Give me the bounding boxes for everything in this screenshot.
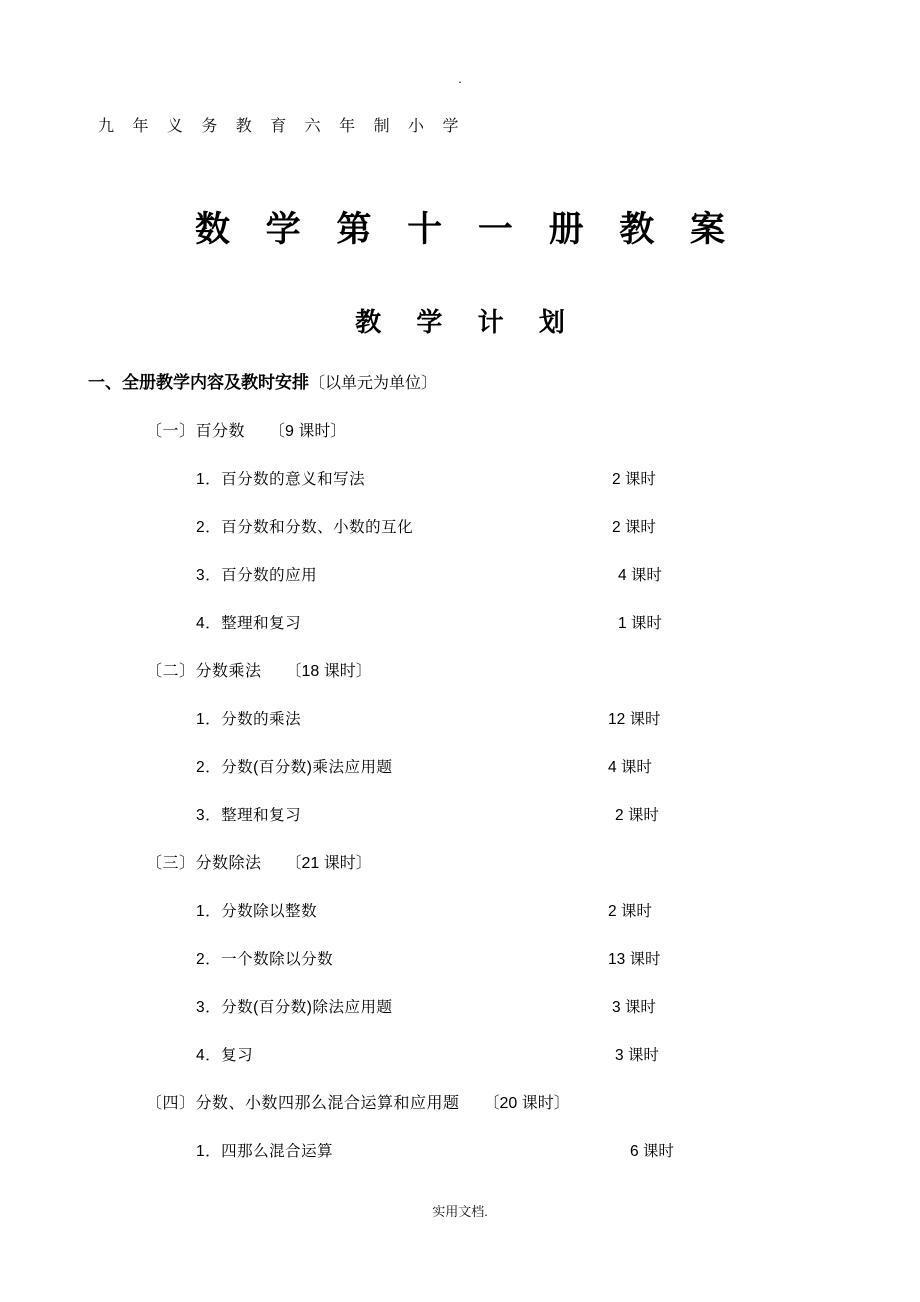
section-heading-text: 一、全册教学内容及教时安排 bbox=[88, 373, 309, 392]
unit-hours: 〔20 课时〕 bbox=[483, 1095, 570, 1112]
unit-name: 〔三〕分数除法 bbox=[146, 855, 262, 872]
lesson-label: 4．整理和复习 bbox=[196, 615, 302, 632]
lesson-row bbox=[0, 888, 920, 936]
lesson-label: 3．整理和复习 bbox=[196, 807, 302, 824]
lesson-label: 1．百分数的意义和写法 bbox=[196, 471, 366, 488]
outline-content bbox=[0, 408, 920, 1176]
unit-name: 〔四〕分数、小数四那么混合运算和应用题 bbox=[146, 1095, 460, 1112]
lesson-label: 1．分数除以整数 bbox=[196, 903, 318, 920]
lesson-label: 1．四那么混合运算 bbox=[196, 1143, 334, 1160]
section-heading bbox=[88, 368, 437, 393]
lesson-hours: 3 课时 bbox=[615, 1047, 659, 1064]
lesson-hours: 2 课时 bbox=[612, 519, 656, 536]
unit-title bbox=[0, 408, 920, 456]
unit-hours: 〔21 课时〕 bbox=[285, 855, 372, 872]
lesson-row bbox=[0, 600, 920, 648]
document-header-line: 九 年 义 务 教 育 六 年 制 小 学 bbox=[98, 118, 466, 135]
lesson-hours: 2 课时 bbox=[615, 807, 659, 824]
lesson-hours: 13 课时 bbox=[608, 951, 661, 968]
lesson-hours: 4 课时 bbox=[608, 759, 652, 776]
unit-title bbox=[0, 1080, 920, 1128]
lesson-hours: 6 课时 bbox=[630, 1143, 674, 1160]
unit-title bbox=[0, 840, 920, 888]
page-subtitle: 教 学 计 划 bbox=[355, 307, 579, 337]
lesson-hours: 12 课时 bbox=[608, 711, 661, 728]
lesson-row bbox=[0, 1128, 920, 1176]
lesson-row bbox=[0, 984, 920, 1032]
lesson-row bbox=[0, 456, 920, 504]
unit-title bbox=[0, 648, 920, 696]
unit-name: 〔二〕分数乘法 bbox=[146, 663, 262, 680]
lesson-hours: 2 课时 bbox=[608, 903, 652, 920]
lesson-row bbox=[0, 1032, 920, 1080]
lesson-row bbox=[0, 696, 920, 744]
page-title: 数 学 第 十 一 册 教 案 bbox=[194, 210, 739, 249]
lesson-row bbox=[0, 744, 920, 792]
lesson-label: 2．百分数和分数、小数的互化 bbox=[196, 519, 414, 536]
lesson-label: 3．分数(百分数)除法应用题 bbox=[196, 999, 393, 1016]
lesson-label: 1．分数的乘法 bbox=[196, 711, 302, 728]
unit-hours: 〔9 课时〕 bbox=[269, 423, 347, 440]
unit-hours: 〔18 课时〕 bbox=[285, 663, 372, 680]
lesson-row bbox=[0, 504, 920, 552]
lesson-label: 2．一个数除以分数 bbox=[196, 951, 334, 968]
lesson-hours: 1 课时 bbox=[618, 615, 662, 632]
lesson-row bbox=[0, 936, 920, 984]
lesson-hours: 2 课时 bbox=[612, 471, 656, 488]
lesson-label: 3．百分数的应用 bbox=[196, 567, 318, 584]
section-heading-note: 〔以单元为单位〕 bbox=[309, 375, 438, 392]
page-top-mark: . bbox=[458, 71, 462, 86]
lesson-row bbox=[0, 792, 920, 840]
lesson-hours: 4 课时 bbox=[618, 567, 662, 584]
page-footer: 实用文档. bbox=[432, 1204, 488, 1219]
unit-name: 〔一〕百分数 bbox=[146, 423, 246, 440]
lesson-row bbox=[0, 552, 920, 600]
lesson-hours: 3 课时 bbox=[612, 999, 656, 1016]
lesson-label: 4．复习 bbox=[196, 1047, 254, 1064]
lesson-label: 2．分数(百分数)乘法应用题 bbox=[196, 759, 393, 776]
